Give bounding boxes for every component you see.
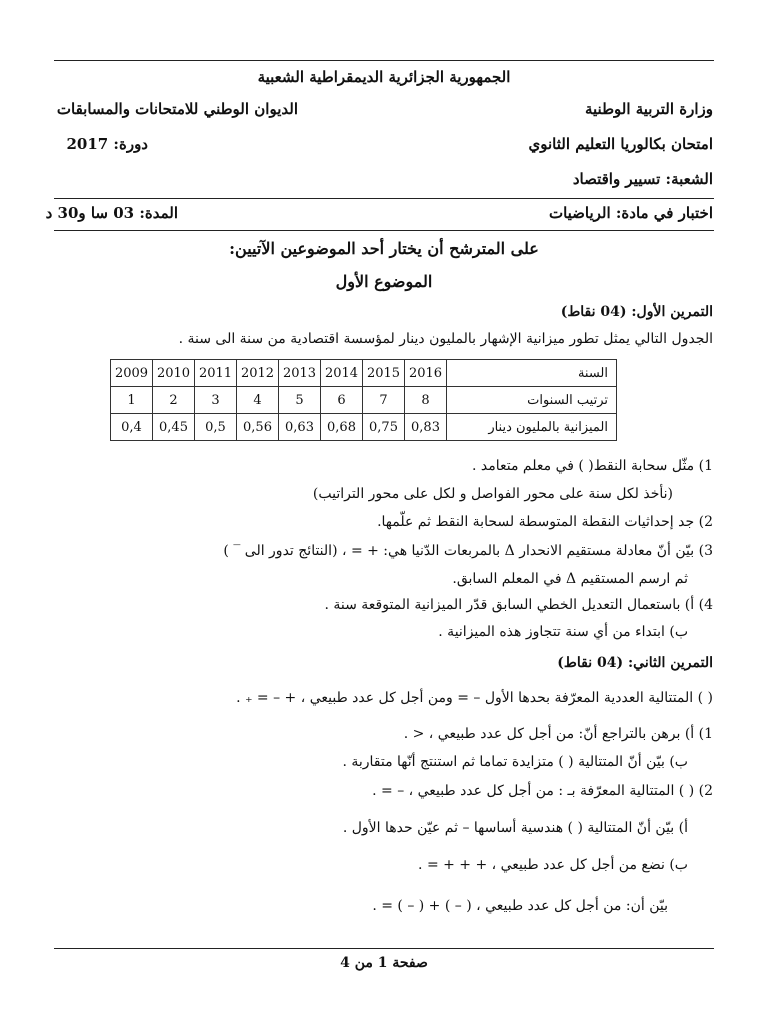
exercise1-q4a: 4) أ) باستعمال التعديل الخطي السابق قدّر الميزانية المتوقعة سنة . [324,597,713,613]
exercise1-q1: 1) مثّل سحابة النقط( ) في معلم متعامد . [471,458,713,474]
top-rule [54,60,714,61]
session-label: دورة: 2017 [66,135,148,153]
table-row-label: الميزانية بالمليون دينار [447,414,617,441]
exercise1-q2: 2) جد إحداثيات النقطة المتوسطة لسحابة النقط ثم علّمها. [377,514,713,530]
table-row [111,360,617,387]
republic-title: الجمهورية الجزائرية الديمقراطية الشعبية [257,68,511,86]
exercise1-q3b: ثم ارسم المستقيم Δ في المعلم السابق. [452,571,688,587]
table-cell: 3 [195,387,237,414]
table-cell: 4 [237,387,279,414]
exercise2-title: التمرين الثاني: (04 نقاط) [557,655,713,671]
footer-rule [54,948,714,949]
table-cell: 0,45 [153,414,195,441]
topic-title: الموضوع الأول [335,272,433,291]
exercise2-q2: 2) ( ) المتتالية المعرّفة بـ : من أجل كل عدد طبيعي ، – = . [372,783,713,799]
table-cell: 2015 [363,360,405,387]
table-cell: 2011 [195,360,237,387]
exercise2-definition: ( ) المتتالية العددية المعرّفة بحدها الأول – = ومن أجل كل عدد طبيعي ، + – = ₊ . [236,690,713,706]
table-cell: 8 [405,387,447,414]
table-cell: 2013 [279,360,321,387]
table-cell: 2 [153,387,195,414]
exercise1-q4b: ب) ابتداء من أي سنة تتجاوز هذه الميزانية . [438,624,688,640]
table-cell: 1 [111,387,153,414]
exercise2-q1b: ب) بيّن أنّ المتتالية ( ) متزايدة تماما ثم استنتج أنّها متقاربة . [342,754,688,770]
exercise1-intro: الجدول التالي يمثل تطور ميزانية الإشهار بالمليون دينار لمؤسسة اقتصادية من سنة الى سنة . [178,331,713,347]
table-row [111,414,617,441]
table-cell: 0,83 [405,414,447,441]
subject-rule [54,230,714,231]
table-cell: 2009 [111,360,153,387]
ministry-label: وزارة التربية الوطنية [584,100,713,118]
table-cell: 6 [321,387,363,414]
duration-label: المدة: 03 سا و30 د [45,204,178,222]
table-cell: 2010 [153,360,195,387]
page-number: صفحة 1 من 4 [340,955,428,971]
instruction-text: على المترشح أن يختار أحد الموضوعين الآتيين: [229,239,539,258]
table-cell: 2014 [321,360,363,387]
exercise2-q2c: بيّن أن: من أجل كل عدد طبيعي ، ( – ) + ( – ) = . [372,898,668,914]
header-rule [54,198,714,199]
subject-label: اختبار في مادة: الرياضيات [548,204,713,222]
exercise2-q2b: ب) نضع من أجل كل عدد طبيعي ، + + + = . [418,857,688,873]
table-cell: 0,75 [363,414,405,441]
table-cell: 5 [279,387,321,414]
table-cell: 0,63 [279,414,321,441]
table-cell: 0,68 [321,414,363,441]
table-cell: 0,4 [111,414,153,441]
exercise2-q1a: 1) أ) برهن بالتراجع أنّ: من أجل كل عدد طبيعي ، < . [403,726,713,742]
table-row-label: السنة [447,360,617,387]
exam-label: امتحان بكالوريا التعليم الثانوي [528,135,713,153]
table-cell: 2016 [405,360,447,387]
exercise2-q2a: أ) بيّن أنّ المتتالية ( ) هندسية أساسها – ثم عيّن حدها الأول . [342,820,688,836]
table-cell: 0,5 [195,414,237,441]
table-cell: 2012 [237,360,279,387]
table-row-label: ترتيب السنوات [447,387,617,414]
branch-label: الشعبة: تسيير واقتصاد [572,170,713,188]
table-cell: 7 [363,387,405,414]
exercise1-q3: 3) بيّن أنّ معادلة مستقيم الانحدار Δ بالمربعات الدّنيا هي: + = ، (النتائج تدور الى ‾ ) [223,543,713,559]
exercise1-title: التمرين الأول: (04 نقاط) [560,304,713,320]
table-row [111,387,617,414]
table-cell: 0,56 [237,414,279,441]
exercise1-q1-note: (نأخذ لكل سنة على محور الفواصل و لكل على محور التراتيب) [312,486,673,502]
office-label: الديوان الوطني للامتحانات والمسابقات [56,100,298,118]
budget-table [110,359,617,441]
